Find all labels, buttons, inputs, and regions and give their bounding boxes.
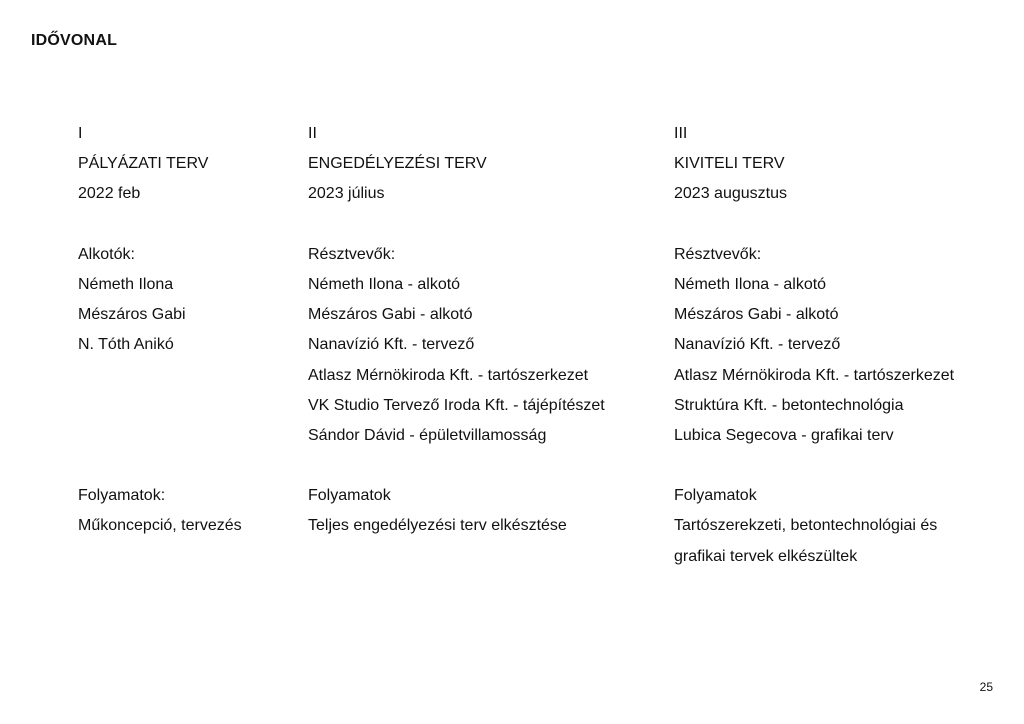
person-item: Lubica Segecova - grafikai terv — [674, 426, 894, 444]
person-item: VK Studio Tervező Iroda Kft. - tájépítészet — [308, 396, 605, 414]
person-item: Németh Ilona — [78, 275, 174, 293]
spacer — [78, 421, 242, 451]
person-item: Mészáros Gabi - alkotó — [674, 306, 839, 324]
page-number: 25 — [979, 680, 993, 694]
people-heading: Alkotók: — [78, 245, 135, 263]
spacer — [308, 210, 605, 240]
people-heading: Résztvevők: — [674, 245, 762, 263]
timeline-column-3 — [674, 119, 954, 572]
person-item: N. Tóth Anikó — [78, 336, 174, 354]
phase-roman: I — [78, 125, 83, 142]
process-item: grafikai tervek elkészültek — [674, 547, 858, 565]
phase-date: 2023 augusztus — [674, 185, 787, 203]
spacer — [78, 210, 242, 240]
phase-title: ENGEDÉLYEZÉSI TERV — [308, 155, 487, 173]
person-item: Nanavízió Kft. - tervező — [308, 336, 475, 354]
phase-title: KIVITELI TERV — [674, 155, 785, 173]
spacer — [78, 451, 242, 481]
phase-roman: II — [308, 125, 317, 142]
page-title: IDŐVONAL — [31, 32, 118, 49]
phase-title: PÁLYÁZATI TERV — [78, 155, 209, 173]
spacer — [78, 361, 242, 391]
phase-date: 2022 feb — [78, 185, 141, 203]
process-heading: Folyamatok — [308, 487, 391, 505]
person-item: Mészáros Gabi — [78, 306, 186, 324]
person-item: Németh Ilona - alkotó — [308, 275, 461, 293]
process-item: Teljes engedélyezési terv elkésztése — [308, 517, 567, 535]
person-item: Mészáros Gabi - alkotó — [308, 306, 473, 324]
process-item: Tartószerekzeti, betontechnológiai és — [674, 517, 938, 535]
person-item: Nanavízió Kft. - tervező — [674, 336, 841, 354]
process-item: Műkoncepció, tervezés — [78, 517, 242, 535]
person-item: Atlasz Mérnökiroda Kft. - tartószerkezet — [674, 366, 955, 384]
person-item: Németh Ilona - alkotó — [674, 275, 827, 293]
phase-roman: III — [674, 125, 688, 142]
timeline-column-1 — [78, 119, 242, 542]
spacer — [674, 451, 954, 481]
spacer — [674, 210, 954, 240]
person-item: Sándor Dávid - épületvillamosság — [308, 426, 547, 444]
process-heading: Folyamatok: — [78, 487, 166, 505]
person-item: Atlasz Mérnökiroda Kft. - tartószerkezet — [308, 366, 589, 384]
people-heading: Résztvevők: — [308, 245, 396, 263]
spacer — [78, 391, 242, 421]
process-heading: Folyamatok — [674, 487, 757, 505]
spacer — [308, 451, 605, 481]
phase-date: 2023 július — [308, 185, 385, 203]
person-item: Struktúra Kft. - betontechnológia — [674, 396, 904, 414]
timeline-column-2 — [308, 119, 605, 542]
